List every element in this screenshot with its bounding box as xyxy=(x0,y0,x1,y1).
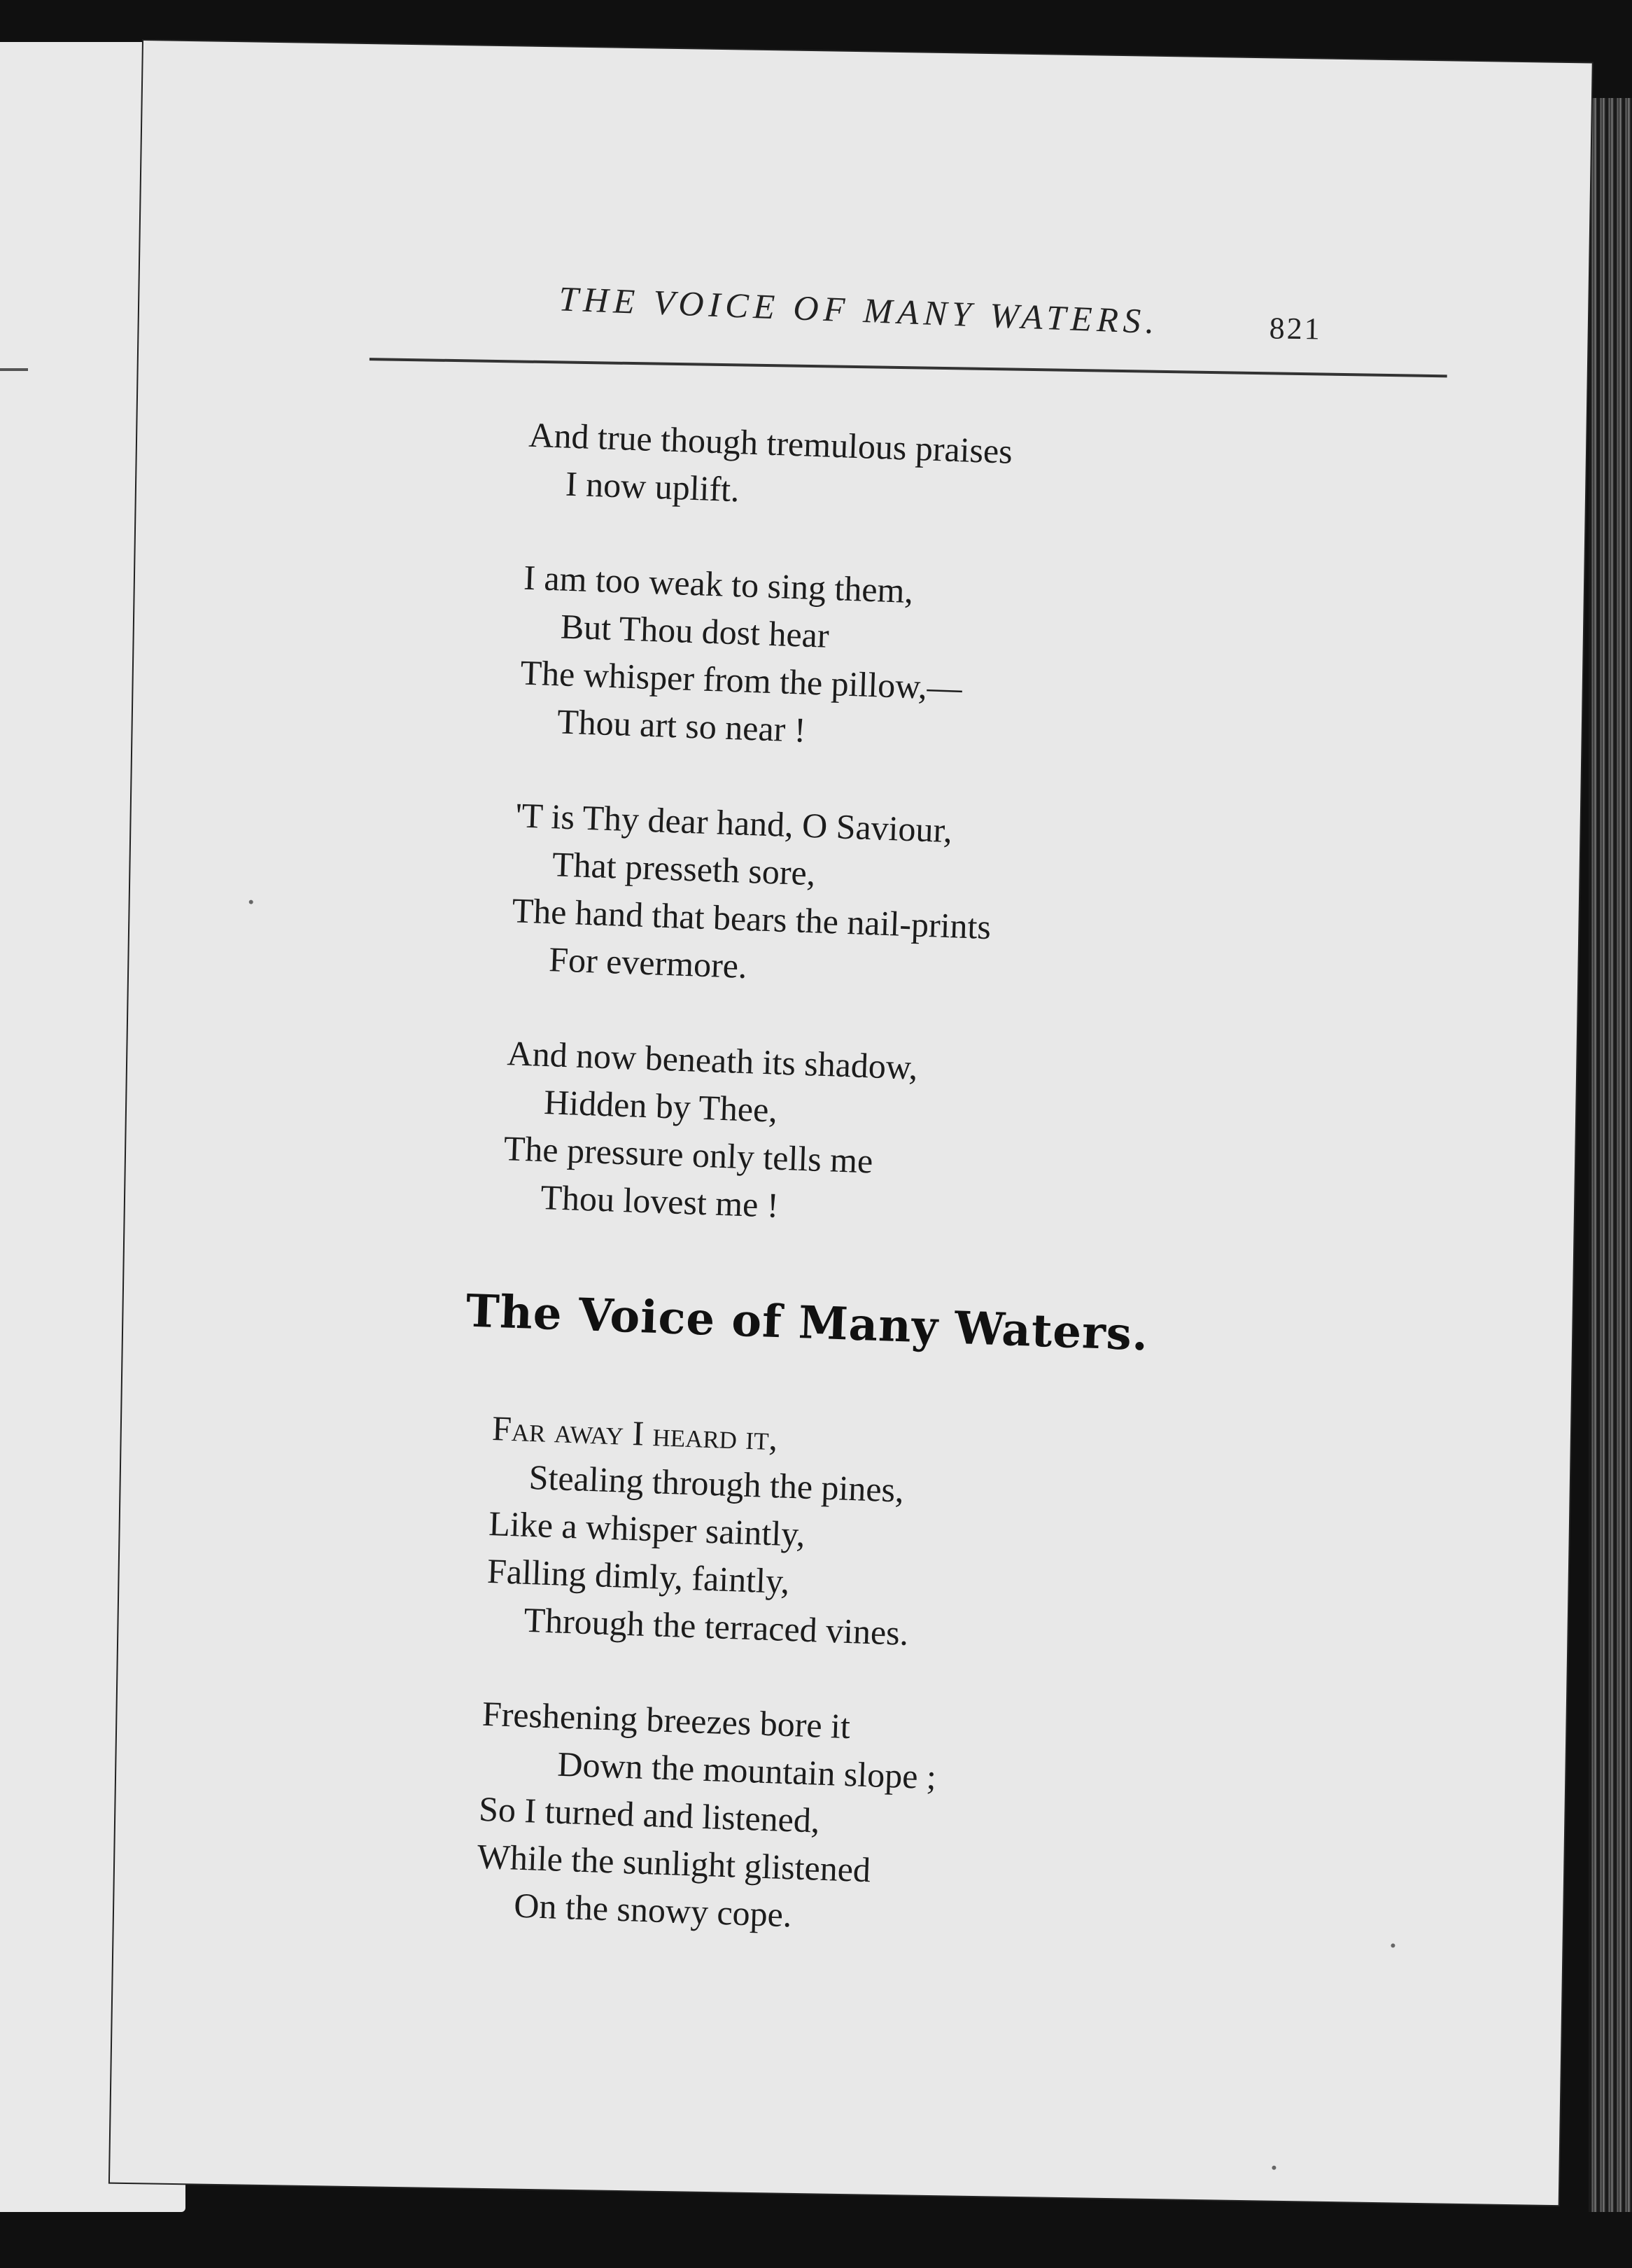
verse-line: And true though tremulous praises xyxy=(528,414,1013,471)
dust-speck xyxy=(249,900,253,904)
page-number: 821 xyxy=(1269,311,1323,346)
verse-line: I now uplift. xyxy=(565,463,740,510)
verse-line: On the snowy cope. xyxy=(513,1885,793,1935)
dust-speck xyxy=(1272,2166,1276,2170)
stanza xyxy=(501,1029,992,1236)
poem-title: The Voice of Many Waters. xyxy=(465,1284,1150,1362)
verse-line: Hidden by Thee, xyxy=(543,1082,778,1130)
verse-line: Thou art so near ! xyxy=(556,701,807,750)
verse-line: Stealing through the pines, xyxy=(528,1457,905,1510)
dust-speck xyxy=(1391,1943,1395,1947)
verse-line: The whisper from the pillow,— xyxy=(519,652,963,708)
verse-line: Like a whisper saintly, xyxy=(488,1503,806,1554)
stanza xyxy=(526,411,1013,523)
stanza xyxy=(518,554,1008,761)
verse-line: And now beneath its shadow, xyxy=(506,1033,919,1087)
verse-line: The pressure only tells me xyxy=(503,1128,874,1181)
verse-line: The hand that bears the nail-prints xyxy=(511,890,992,947)
verse-line: Through the terraced vines. xyxy=(523,1600,910,1653)
page-stack-edges xyxy=(1589,98,1632,2212)
verse-line: But Thou dost hear xyxy=(560,606,830,655)
verse-line: I am too weak to sing them, xyxy=(523,557,914,611)
verse-line: That presseth sore, xyxy=(551,844,817,893)
verse-line: Freshening breezes bore it xyxy=(481,1693,851,1746)
verse-line: Far away I heard it, xyxy=(491,1408,779,1458)
poem-two xyxy=(473,1404,949,1991)
left-page-mark xyxy=(0,368,28,371)
stanza xyxy=(485,1404,949,1658)
book-page xyxy=(110,41,1592,2205)
verse-line: While the sunlight glistened xyxy=(476,1836,871,1890)
stanza xyxy=(509,791,1000,998)
header-rule xyxy=(370,358,1447,377)
verse-line: Falling dimly, faintly, xyxy=(486,1550,791,1602)
verse-line: Down the mountain slope ; xyxy=(556,1744,937,1797)
stanza xyxy=(474,1690,938,1944)
verse-line: For evermore. xyxy=(548,939,748,986)
verse-line: 'T is Thy dear hand, O Saviour, xyxy=(514,795,953,850)
verse-line: Thou lovest me ! xyxy=(540,1177,780,1225)
running-head: THE VOICE OF MANY WATERS. xyxy=(558,279,1160,342)
verse-line: So I turned and listened, xyxy=(478,1788,821,1840)
poem-one xyxy=(500,411,1013,1284)
